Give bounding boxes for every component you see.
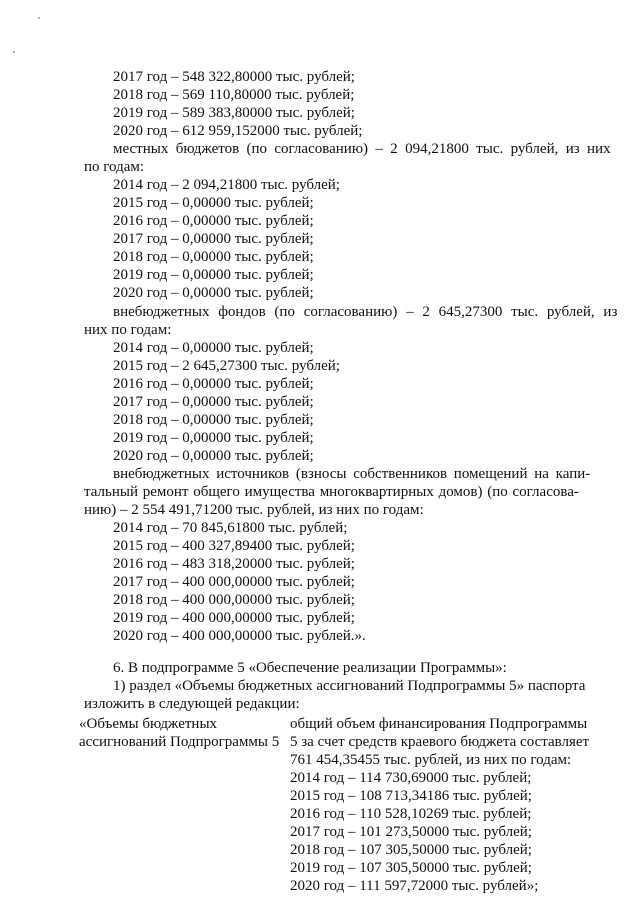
year-line: 2014 год – 70 845,61800 тыс. рублей; [113, 520, 348, 536]
year-line: 2015 год – 400 327,89400 тыс. рублей; [113, 538, 355, 554]
year-line: 2020 год – 111 597,72000 тыс. рублей»; [290, 878, 539, 894]
extra-sources-intro: внебюджетных источников (взносы собственников помещений на капи- [113, 466, 591, 482]
year-line: 2019 год – 400 000,00000 тыс. рублей; [113, 610, 355, 626]
section-heading: 6. В подпрограмме 5 «Обеспечение реализации Программы»: [113, 660, 507, 676]
table-right-text: общий объем финансирования Подпрограммы [290, 716, 588, 732]
year-line: 2018 год – 0,00000 тыс. рублей; [113, 412, 314, 428]
year-line: 2020 год – 612 959,152000 тыс. рублей; [113, 123, 363, 139]
year-line: 2017 год – 0,00000 тыс. рублей; [113, 231, 314, 247]
year-line: 2019 год – 0,00000 тыс. рублей; [113, 430, 314, 446]
table-left-label: ассигнований Подпрограммы 5 [79, 734, 280, 750]
section-item: 1) раздел «Объемы бюджетных ассигнований Подпрограммы 5» паспорта [113, 678, 586, 694]
year-line: 2018 год – 569 110,80000 тыс. рублей; [113, 87, 355, 103]
extra-sources-intro-cont: нию) – 2 554 491,71200 тыс. рублей, из них по годам: [84, 502, 424, 518]
year-line: 2019 год – 589 383,80000 тыс. рублей; [113, 105, 355, 121]
year-line: 2020 год – 0,00000 тыс. рублей; [113, 285, 314, 301]
scan-speck [38, 17, 40, 19]
year-line: 2018 год – 107 305,50000 тыс. рублей; [290, 842, 532, 858]
year-line: 2016 год – 483 318,20000 тыс. рублей; [113, 556, 355, 572]
extra-funds-intro: внебюджетных фондов (по согласованию) – 2 645,27300 тыс. рублей, из [113, 304, 618, 320]
section-item-cont: изложить в следующей редакции: [84, 696, 300, 712]
year-line: 2020 год – 0,00000 тыс. рублей; [113, 448, 314, 464]
year-line: 2017 год – 101 273,50000 тыс. рублей; [290, 824, 532, 840]
year-line: 2015 год – 0,00000 тыс. рублей; [113, 195, 314, 211]
year-line: 2017 год – 0,00000 тыс. рублей; [113, 394, 314, 410]
year-line: 2019 год – 0,00000 тыс. рублей; [113, 267, 314, 283]
year-line: 2016 год – 0,00000 тыс. рублей; [113, 376, 314, 392]
table-right-text: 5 за счет средств краевого бюджета составляет [290, 734, 590, 750]
local-budgets-intro: местных бюджетов (по согласованию) – 2 094,21800 тыс. рублей, из них [113, 141, 611, 157]
year-line: 2016 год – 0,00000 тыс. рублей; [113, 213, 314, 229]
year-line: 2014 год – 2 094,21800 тыс. рублей; [113, 177, 340, 193]
table-left-label: «Объемы бюджетных [79, 716, 218, 732]
year-line: 2018 год – 400 000,00000 тыс. рублей; [113, 592, 355, 608]
year-line: 2018 год – 0,00000 тыс. рублей; [113, 249, 314, 265]
year-line: 2015 год – 2 645,27300 тыс. рублей; [113, 358, 340, 374]
year-line: 2016 год – 110 528,10269 тыс. рублей; [290, 806, 532, 822]
scan-speck [13, 51, 15, 53]
table-right-text: 761 454,35455 тыс. рублей, из них по годам: [290, 752, 572, 768]
year-line: 2017 год – 400 000,00000 тыс. рублей; [113, 574, 355, 590]
year-line: 2015 год – 108 713,34186 тыс. рублей; [290, 788, 532, 804]
year-line: 2014 год – 0,00000 тыс. рублей; [113, 340, 314, 356]
year-line: 2020 год – 400 000,00000 тыс. рублей.». [113, 628, 366, 644]
extra-funds-intro-cont: них по годам: [84, 322, 172, 338]
year-line: 2017 год – 548 322,80000 тыс. рублей; [113, 69, 355, 85]
year-line: 2014 год – 114 730,69000 тыс. рублей; [290, 770, 532, 786]
year-line: 2019 год – 107 305,50000 тыс. рублей; [290, 860, 532, 876]
local-budgets-intro-cont: по годам: [84, 159, 145, 175]
extra-sources-intro-cont: тальный ремонт общего имущества многоквартирных домов) (по согласова- [84, 484, 579, 500]
